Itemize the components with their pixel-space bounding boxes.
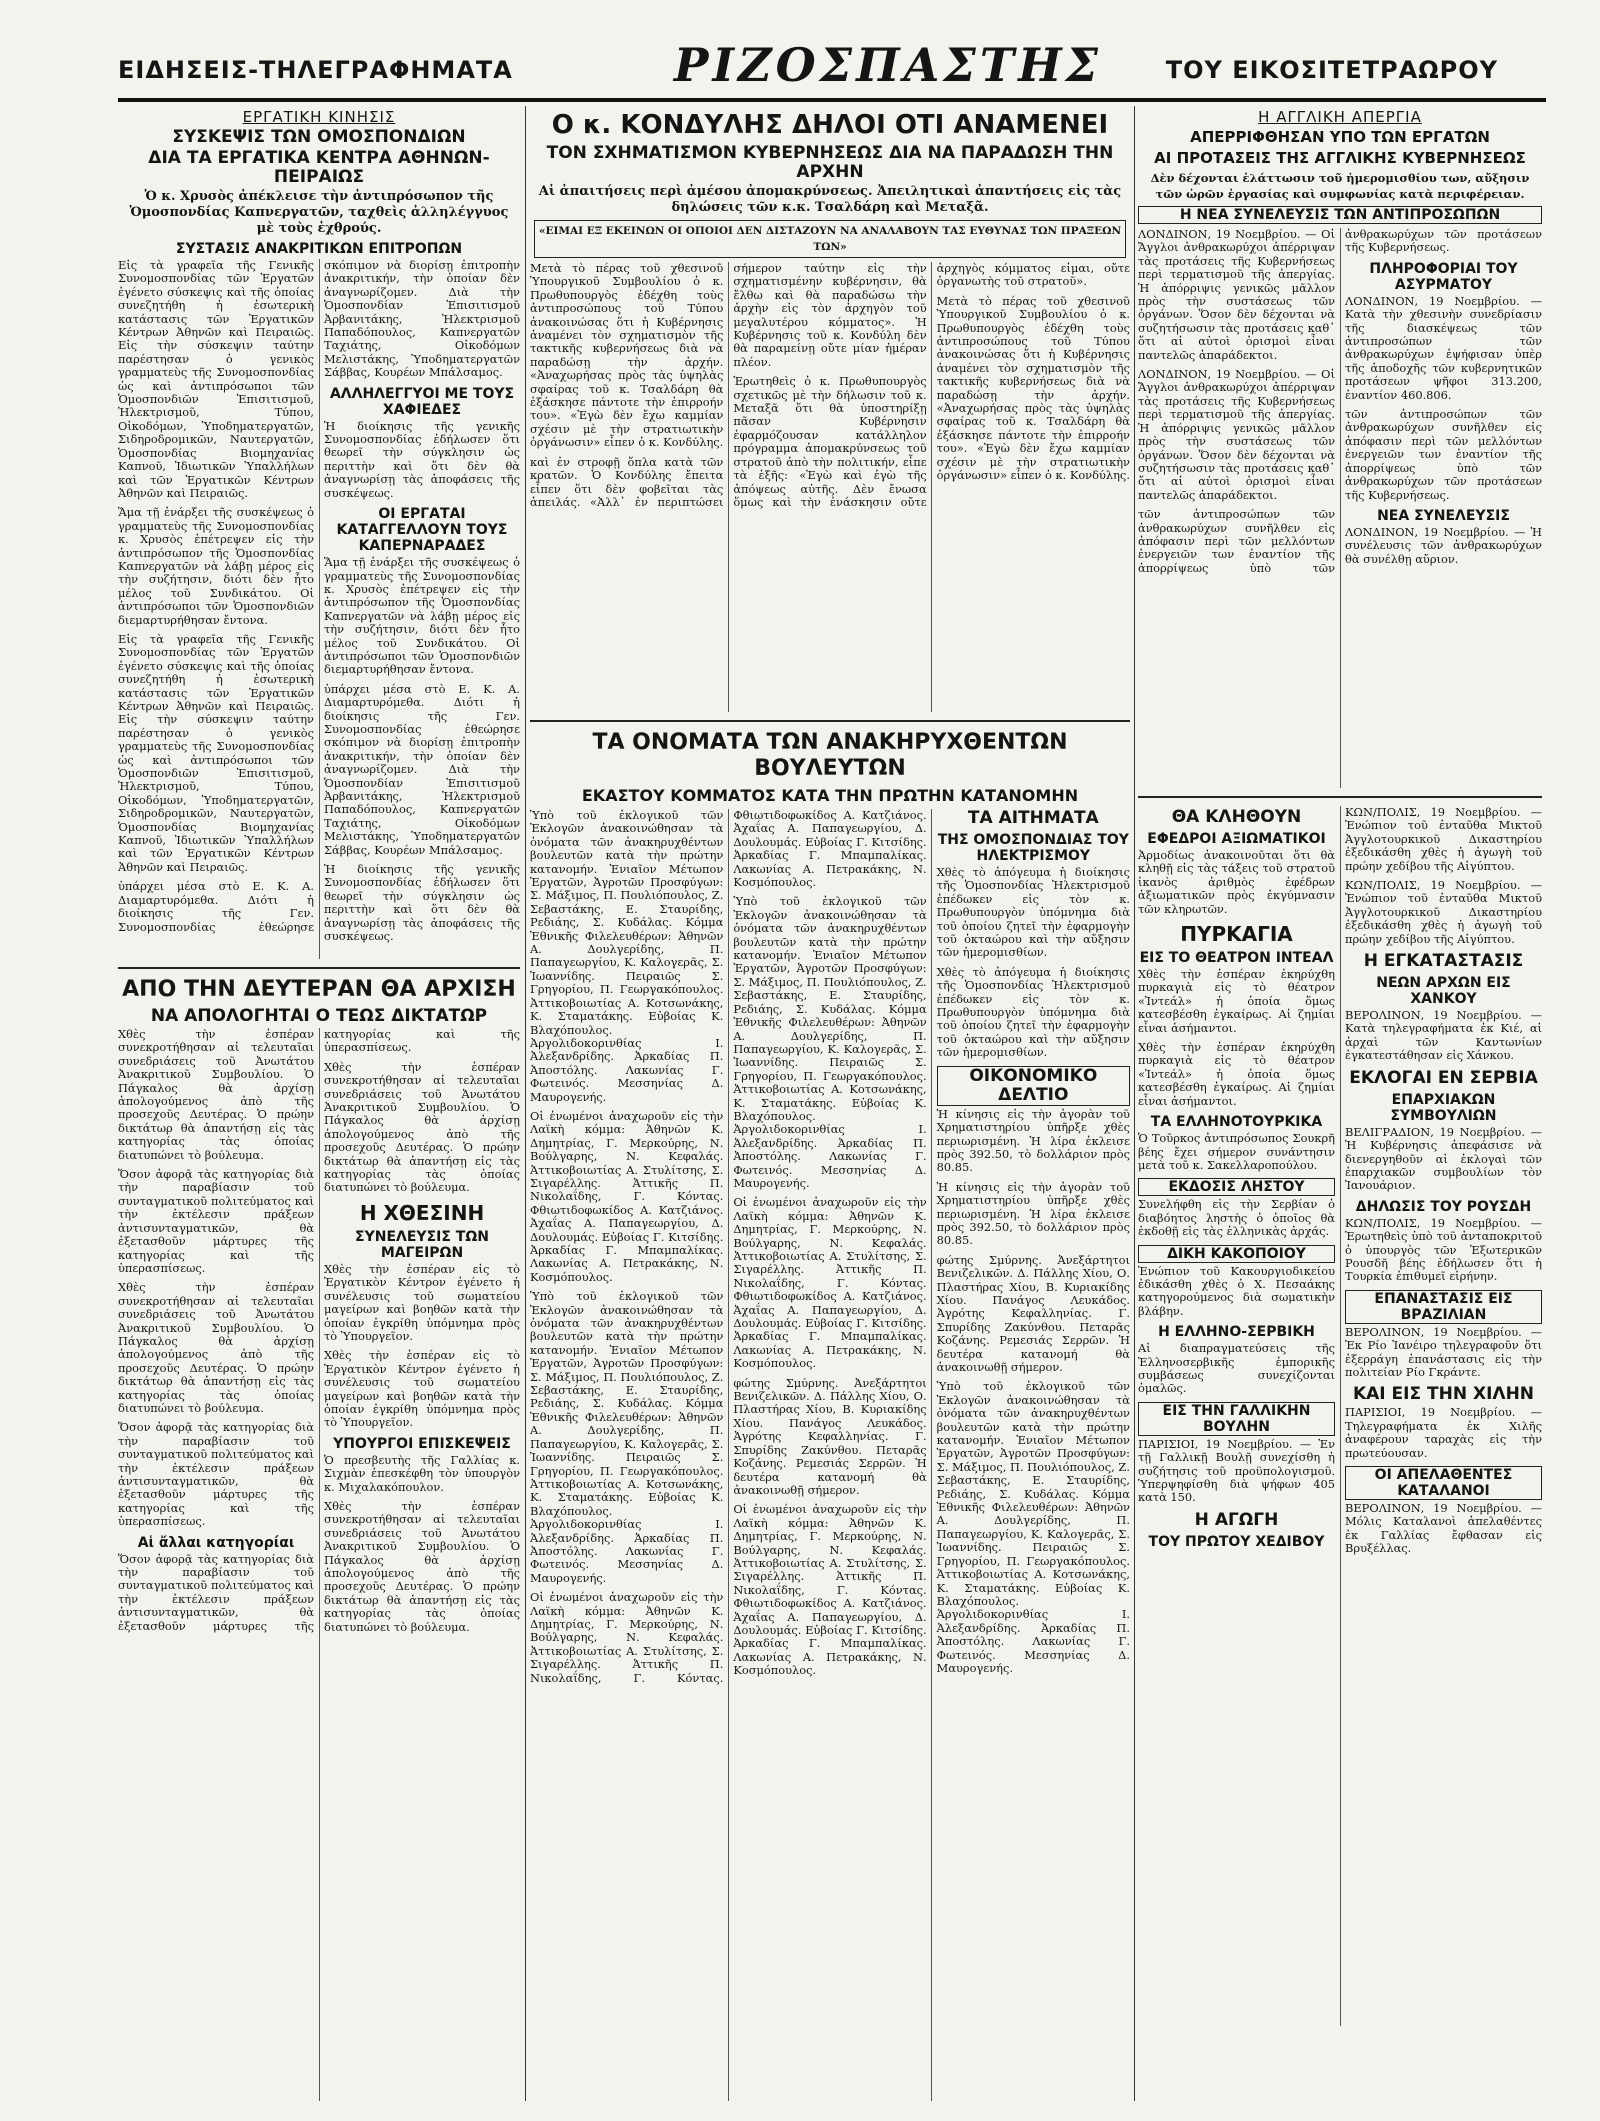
paragraph: Ἅμα τῇ ἐνάρξει τῆς συσκέψεως ὁ γραμματεὺς τῆς Συνομοσπονδίας κ. Χρυσὸς ἐπέτρεψεν εἰς τὴν ἀντιπρόσωπον τῆς Ὁμοσπονδίας Καπνεργατῶν νὰ λάβῃ μέρος εἰς τὴν συζήτησιν, διότι δὲν ἦτο μέλος τοῦ Συνδικάτου. Οἱ ἀντιπρόσωποι τῶν Ὁμοσπονδιῶν διεμαρτυρήθησαν ἔντονα. [118, 505, 314, 627]
newspaper-title: ΡΙΖΟΣΠΑΣΤΗΣ [673, 38, 1103, 92]
article-body [530, 262, 1130, 712]
headline: ΟΙΚΟΝΟΜΙΚΟ ΔΕΛΤΙΟ [937, 1066, 1130, 1106]
paragraph: Χθὲς τὴν ἑσπέραν συνεκροτήθησαν αἱ τελευταῖαι συνεδριάσεις τοῦ Ἀνωτάτου Ἀνακριτικοῦ Συμβουλίου. Ὁ Πάγκαλος θὰ ἀρχίσῃ ἀπολογούμενος ἀπὸ τῆς προσεχοῦς Δευτέρας. Ὁ πρώην δικτάτωρ θὰ ἀπαντήσῃ εἰς τὰς κατηγορίας τὰς ὁποίας διατυπώνει τὸ βούλευμα. [118, 1280, 314, 1415]
paragraph: ΒΕΡΟΛΙΝΟΝ, 19 Νοεμβρίου. — Κατὰ τηλεγραφήματα ἐκ Κιέ, αἱ ἀρχαὶ τῶν Καντωνίων ἐγκατεστάθησαν εἰς Χάνκου. [1345, 1008, 1542, 1063]
article-body [118, 1028, 520, 2101]
paragraph: Μετὰ τὸ πέρας τοῦ χθεσινοῦ Ὑπουργικοῦ Συμβουλίου ὁ κ. Πρωθυπουργὸς ἐδέχθη τοὺς ἀντιπροσώπους τοῦ Τύπου ἀνακοινώσας ὅτι ἡ Κυβέρνησις ἀναμένει τὸν σχηματισμὸν τῆς τακτικῆς κυβερνήσεως διὰ νὰ παραδώσῃ τὴν ἀρχήν. «Ἀναχωρήσας πρὸς τὰς ὑψηλὰς σφαίρας τοῦ κ. Τσαλδάρη θὰ ἐξάσκησε πάντοτε τὴν ἐπιρροήν του». «Ἐγὼ δὲν ἔχω καμμίαν σχέσιν μὲ τὴν στρατιωτικὴν ὀργάνωσιν» εἶπεν ὁ κ. Κονδύλης. [530, 262, 724, 450]
paragraph: Ἡ διοίκησις τῆς γενικῆς Συνομοσπονδίας ἐδήλωσεν ὅτι θεωρεῖ τὴν σύγκλησιν ὡς περιττὴν καὶ ὅτι δὲν θὰ ἀναγνωρίσῃ τὰς ἀποφάσεις τῆς συσκέψεως. [324, 418, 520, 500]
subheadline: ΔΙΚΗ ΚΑΚΟΠΟΙΟΥ [1138, 1245, 1335, 1263]
headline-sub: ΕΦΕΔΡΟΙ ΑΞΙΩΜΑΤΙΚΟΙ [1147, 831, 1326, 847]
article-body [1138, 228, 1542, 788]
subheadline: ΔΗΛΩΣΙΣ ΤΟΥ ΡΟΥΣΔΗ [1355, 1198, 1532, 1215]
lead-paragraph: Δὲν δέχονται ἐλάττωσιν τοῦ ἡμερομισθίου των, αὔξησιν τῶν ὡρῶν ἐργασίας καὶ συμφωνίας κατὰ περιφέρειαν. [1150, 171, 1530, 201]
headline: ΘΑ ΚΛΗΘΟΥΝ [1171, 807, 1302, 827]
subheadline: ΝΕΑ ΣΥΝΕΛΕΥΣΙΣ [1377, 507, 1510, 524]
headline-sub: ΝΕΩΝ ΑΡΧΩΝ ΕΙΣ ΧΑΝΚΟΥ [1376, 975, 1511, 1008]
paragraph: ΠΑΡΙΣΙΟΙ, 19 Νοεμβρίου. — Ἐν τῇ Γαλλικῇ Βουλῇ συνεχίσθη ἡ συζήτησις τοῦ προϋπολογισμοῦ. Ὑπερψηφίσθη διὰ ψήφων 405 κατὰ 150. [1138, 1436, 1335, 1505]
column-divider [1134, 106, 1135, 2101]
paragraph: Ἅμα τῇ ἐνάρξει τῆς συσκέψεως ὁ γραμματεὺς τῆς Συνομοσπονδίας κ. Χρυσὸς ἐπέτρεψεν εἰς τὴν ἀντιπρόσωπον τῆς Ὁμοσπονδίας Καπνεργατῶν νὰ λάβῃ μέρος εἰς τὴν συζήτησιν, διότι δὲν ἦτο μέλος τοῦ Συνδικάτου. Οἱ ἀντιπρόσωποι τῶν Ὁμοσπονδιῶν διεμαρτυρήθησαν ἔντονα. [324, 555, 520, 677]
headline: ΚΑΙ ΕΙΣ ΤΗΝ ΧΙΛΗΝ [1352, 1384, 1535, 1405]
headline: ΕΚΛΟΓΑΙ ΕΝ ΣΕΡΒΙΑ [1349, 1067, 1538, 1088]
paragraph: ΠΑΡΙΣΙΟΙ, 19 Νοεμβρίου. — Τηλεγραφήματα ἐκ Χιλῆς ἀναφέρουν ταραχὰς εἰς τὴν πρωτεύουσαν. [1345, 1405, 1542, 1460]
news-briefs [1138, 806, 1542, 2026]
headline: ΠΥΡΚΑΓΙΑ [1180, 922, 1293, 947]
subheadline: ΠΛΗΡΟΦΟΡΙΑΙ ΤΟΥ ΑΣΥΡΜΑΤΟΥ [1369, 260, 1518, 293]
paragraph: Ἀρμοδίως ἀνακοινοῦται ὅτι θὰ κληθῇ εἰς τὰς τάξεις τοῦ στρατοῦ ἱκανὸς ἀριθμὸς ἐφέδρων ἀξιωματικῶν πρὸς ἐκγύμνασιν τῶν κληρωτῶν. [1138, 848, 1335, 916]
paragraph: Οἱ ἐνωμένοι ἀναχωροῦν εἰς τὴν Λαϊκὴ κόμμα: Ἀθηνῶν Κ. Δημητρίας, Γ. Μερκούρης, Ν. Βούλγαρης, Ν. Κεφαλάς. Ἀττικοβοιωτίας Α. Στυλίτσης, Σ. Σιγαρέλλης. Ἀττικῆς Π. Νικολαΐδης, Γ. Κόντας. Φθιωτιδοφωκίδος Α. Κατζιάνος. Ἀχαΐας Α. Παπαγεωργίου, Δ. Δουλουμάς. Εὐβοίας Γ. Κιτσίδης. Ἀρκαδίας Γ. Μπαμπαλίκας. Λακωνίας Α. Πετρακάκης, Ν. Κοσμόπουλος. [530, 809, 927, 1685]
subheadline: ΟΙ ΕΡΓΑΤΑΙ ΚΑΤΑΓΓΕΛΛΟΥΝ ΤΟΥΣ ΚΑΠΕΡΝΑΡΑΔΕΣ [336, 506, 508, 555]
center-column [530, 106, 1130, 2101]
subheadline: ΣΥΣΤΑΣΙΣ ΑΝΑΚΡΙΤΙΚΩΝ ΕΠΙΤΡΟΠΩΝ [175, 241, 463, 257]
paragraph: ΛΟΝΔΙΝΟΝ, 19 Νοεμβρίου. — Οἱ Ἄγγλοι ἀνθρακωρύχοι ἀπέρριψαν τὰς προτάσεις τῆς Κυβερνήσεως περὶ τερματισμοῦ τῆς ἀπεργίας. Ἡ ἀπόρριψις γενικῶς μᾶλλον πρὸς τὴν συστάσεως τῶν ὀργάνων. Ὅσον δὲν δέχονται νὰ συζητήσωσιν τὰς προτάσεις καθ᾽ ὅτι αἱ αὐτοὶ ὁρισμοὶ εἶναι παντελῶς ἀπαράδεκτοι. [1138, 228, 1335, 362]
paragraph: Οἱ ἐνωμένοι ἀναχωροῦν εἰς τὴν Λαϊκὴ κόμμα: Ἀθηνῶν Κ. Δημητρίας, Γ. Μερκούρης, Ν. Βούλγαρης, Ν. Κεφαλάς. Ἀττικοβοιωτίας Α. Στυλίτσης, Σ. Σιγαρέλλης. Ἀττικῆς Π. Νικολαΐδης, Γ. Κόντας. Φθιωτιδοφωκίδος Α. Κατζιάνος. Ἀχαΐας Α. Παπαγεωργίου, Δ. Δουλουμάς. Εὐβοίας Γ. Κιτσίδης. Ἀρκαδίας Γ. Μπαμπαλίκας. Λακωνίας Α. Πετρακάκης, Ν. Κοσμόπουλος. [733, 1195, 927, 1371]
divider [530, 720, 1130, 722]
headline: Η ΕΓΚΑΤΑΣΤΑΣΙΣ [1363, 951, 1524, 972]
headline-sub: ΤΟΥ ΠΡΩΤΟΥ ΧΕΔΙΒΟΥ [1148, 1533, 1325, 1550]
paragraph: ΒΕΛΙΓΡΑΔΙΟΝ, 19 Νοεμβρίου. — Ἡ Κυβέρνησις ἀπεφάσισε νὰ διενεργηθοῦν αἱ ἐκλογαὶ τῶν ἐπαρχιακῶν συμβουλίων τὸν Ἰανουάριον. [1345, 1124, 1542, 1193]
paragraph: Χθὲς τὸ ἀπόγευμα ἡ διοίκησις τῆς Ὁμοσπονδίας Ἠλεκτρισμοῦ ἐπέδωκεν εἰς τὸν κ. Πρωθυπουργὸν ὑπόμνημα διὰ τοῦ ὁποίου ζητεῖ τὴν ἐφαρμογὴν τοῦ ὀκταώρου καὶ τὴν αὔξησιν τῶν ἡμερομισθίων. [936, 865, 1130, 960]
section-kicker: Η ΑΓΓΛΙΚΗ ΑΠΕΡΓΙΑ [1258, 108, 1422, 126]
headline: ΤΑ ΟΝΟΜΑΤΑ ΤΩΝ ΑΝΑΚΗΡΥΧΘΕΝΤΩΝ ΒΟΥΛΕΥΤΩΝ [592, 730, 1068, 781]
paragraph: Ὅσον ἀφορᾷ τὰς κατηγορίας διὰ τὴν παραβίασιν τοῦ συνταγματικοῦ πολιτεύματος καὶ τὴν ἐκτέλεσιν πράξεων ἀντισυνταγματικῶν, θὰ ἐξετασθοῦν μάρτυρες τῆς κατηγορίας καὶ τῆς ὑπερασπίσεως. [118, 1028, 520, 1633]
paragraph: Ὁ πρεσβευτὴς τῆς Γαλλίας κ. Σιχμὰν ἐπεσκέφθη τὸν ὑπουργὸν κ. Μιχαλακόπουλον. [324, 1452, 520, 1494]
paragraph: φώτης Σμύρνης. Ἀνεξάρτητοι Βενιζελικῶν. Δ. Πάλλης Χίου, Ο. Πλαστήρας Χίου, Β. Κυριακίδης Χίου. Πανάγος Λευκάδος. Ἀγρότης Κεφαλληνίας. Γ. Σπυρίδης Ζακύνθου. Πεταρᾶς Κοζάνης. Ρεμεσιάς Σερρῶν. Ἡ δευτέρα κατανομή θὰ ἀνακοινωθῇ σήμερον. [936, 1252, 1130, 1374]
paragraph: Ἡ διοίκησις τῆς γενικῆς Συνομοσπονδίας ἐδήλωσεν ὅτι θεωρεῖ τὴν σύγκλησιν ὡς περιττὴν καὶ ὅτι δὲν θὰ ἀναγνωρίσῃ τὰς ἀποφάσεις τῆς συσκέψεως. [324, 862, 520, 944]
headline-sub: ΑΙ ΠΡΟΤΑΣΕΙΣ ΤΗΣ ΑΓΓΛΙΚΗΣ ΚΥΒΕΡΝΗΣΕΩΣ [1154, 149, 1526, 167]
paragraph: φώτης Σμύρνης. Ἀνεξάρτητοι Βενιζελικῶν. Δ. Πάλλης Χίου, Ο. Πλαστήρας Χίου, Β. Κυριακίδης Χίου. Πανάγος Λευκάδος. Ἀγρότης Κεφαλληνίας. Γ. Σπυρίδης Ζακύνθου. Πεταρᾶς Κοζάνης. Ρεμεσιάς Σερρῶν. Ἡ δευτέρα κατανομή θὰ ἀνακοινωθῇ σήμερον. [733, 1375, 927, 1497]
headline: Η ΑΓΩΓΗ [1194, 1509, 1279, 1530]
headline: ΑΠΟ ΤΗΝ ΔΕΥΤΕΡΑΝ ΘΑ ΑΡΧΙΣΗ [122, 977, 516, 1002]
divider [1138, 796, 1542, 798]
paragraph: Χθὲς τὴν ἑσπέραν εἰς τὸ Ἐργατικὸν Κέντρον ἐγένετο ἡ συνέλευσις τοῦ σωματείου μαγείρων καὶ βοηθῶν κατὰ τὴν ὁποίαν ἐγκρίθη ὑπόμνημα πρὸς τὸ Ὑπουργεῖον. [324, 1261, 520, 1343]
paragraph: ΛΟΝΔΙΝΟΝ, 19 Νοεμβρίου. — Οἱ Ἄγγλοι ἀνθρακωρύχοι ἀπέρριψαν τὰς προτάσεις τῆς Κυβερνήσεως περὶ τερματισμοῦ τῆς ἀπεργίας. Ἡ ἀπόρριψις γενικῶς μᾶλλον πρὸς τὴν συστάσεως τῶν ὀργάνων. Ὅσον δὲν δέχονται νὰ συζητήσωσιν τὰς προτάσεις καθ᾽ ὅτι αἱ αὐτοὶ ὁρισμοὶ εἶναι παντελῶς ἀπαράδεκτοι. [1138, 367, 1335, 502]
paragraph: ΚΩΝ/ΠΟΛΙΣ, 19 Νοεμβρίου. — Ἐρωτηθεὶς ὑπὸ τοῦ ἀνταποκριτοῦ ὁ ὑπουργὸς τῶν Ἐξωτερικῶν Ρουσδῆ βέης ἐδήλωσεν ὅτι ἡ Τουρκία ἐπιθυμεῖ εἰρήνην. [1345, 1215, 1542, 1284]
paragraph: Χθὲς τὴν ἑσπέραν συνεκροτήθησαν αἱ τελευταῖαι συνεδριάσεις τοῦ Ἀνωτάτου Ἀνακριτικοῦ Συμβουλίου. Ὁ Πάγκαλος θὰ ἀρχίσῃ ἀπολογούμενος ἀπὸ τῆς προσεχοῦς Δευτέρας. Ὁ πρώην δικτάτωρ θὰ ἀπαντήσῃ εἰς τὰς κατηγορίας τὰς ὁποίας διατυπώνει τὸ βούλευμα. [324, 1059, 520, 1195]
paragraph: ΛΟΝΔΙΝΟΝ, 19 Νοεμβρίου. — Ἡ συνέλευσις τῶν ἀνθρακωρύχων θὰ συνέλθῃ αὔριον. [1345, 524, 1542, 566]
paragraph: Ὁ Τοῦρκος ἀντιπρόσωπος Σουκρῆ βέης ἔχει σήμερον συνάντησιν μετὰ τοῦ κ. Σακελλαροπούλου. [1138, 1131, 1335, 1172]
lead-headline-sub: ΤΟΝ ΣΧΗΜΑΤΙΣΜΟΝ ΚΥΒΕΡΝΗΣΕΩΣ ΔΙΑ ΝΑ ΠΑΡΑΔΩΣΗ ΤΗΝ ΑΡΧΗΝ [546, 143, 1114, 182]
paragraph: Ὅσον ἀφορᾷ τὰς κατηγορίας διὰ τὴν παραβίασιν τοῦ συνταγματικοῦ πολιτεύματος καὶ τὴν ἐκτέλεσιν πράξεων ἀντισυνταγματικῶν, θὰ ἐξετασθοῦν μάρτυρες τῆς κατηγορίας καὶ τῆς ὑπερασπίσεως. [118, 1167, 314, 1275]
lead-headline: Ο κ. ΚΟΝΔΥΛΗΣ ΔΗΛΟΙ ΟΤΙ ΑΝΑΜΕΝΕΙ [551, 110, 1109, 140]
paragraph: τῶν ἀντιπροσώπων τῶν ἀνθρακωρύχων συνῆλθεν εἰς ἀπόφασιν περὶ τῶν μελλόντων ἐνεργειῶν των ἐναντίον τῆς ἀπορρίψεως ὑπὸ τῶν ἀνθρακωρύχων τῶν προτάσεων τῆς Κυβερνήσεως. [1345, 407, 1542, 502]
subheadline: Η ΕΛΛΗΝΟ-ΣΕΡΒΙΚΗ [1158, 1324, 1315, 1341]
headline: ΑΠΕΡΡΙΦΘΗΣΑΝ ΥΠΟ ΤΩΝ ΕΡΓΑΤΩΝ [1190, 128, 1490, 146]
masthead-rule [118, 98, 1546, 102]
paragraph: Χθὲς τὴν ἑσπέραν συνεκροτήθησαν αἱ τελευταῖαι συνεδριάσεις τοῦ Ἀνωτάτου Ἀνακριτικοῦ Συμβουλίου. Ὁ Πάγκαλος θὰ ἀρχίσῃ ἀπολογούμενος ἀπὸ τῆς προσεχοῦς Δευτέρας. Ὁ πρώην δικτάτωρ θὰ ἀπαντήσῃ εἰς τὰς κατηγορίας τὰς ὁποίας διατυπώνει τὸ βούλευμα. [324, 1498, 520, 1634]
headline-sub: ΔΙΑ ΤΑ ΕΡΓΑΤΙΚΑ ΚΕΝΤΡΑ ΑΘΗΝΩΝ-ΠΕΙΡΑΙΩΣ [148, 148, 490, 187]
lead-paragraph: Ὁ κ. Χρυσὸς ἀπέκλεισε τὴν ἀντιπρόσωπον τῆς Ὁμοσπονδίας Καπνεργατῶν, ταχθεὶς ἀλληλέγγυος μὲ τοὺς ἐχθρούς. [129, 189, 509, 236]
paragraph: τῶν ἀντιπροσώπων τῶν ἀνθρακωρύχων συνῆλθεν εἰς ἀπόφασιν περὶ τῶν μελλόντων ἐνεργειῶν των ἐναντίον τῆς ἀπορρίψεως ὑπὸ τῶν ἀνθρακωρύχων τῶν προτάσεων τῆς Κυβερνήσεως. [1138, 228, 1542, 575]
paragraph: Χθὲς τὸ ἀπόγευμα ἡ διοίκησις τῆς Ὁμοσπονδίας Ἠλεκτρισμοῦ ἐπέδωκεν εἰς τὸν κ. Πρωθυπουργὸν ὑπόμνημα διὰ τοῦ ὁποίου ζητεῖ τὴν ἐφαρμογὴν τοῦ ὀκταώρου καὶ τὴν αὔξησιν τῶν ἡμερομισθίων. [936, 964, 1130, 1060]
paragraph: ὑπάρχει μέσα στὸ Ε. Κ. Α. Διαμαρτυρόμεθα. Διότι ἡ διοίκησις τῆς Γεν. Συνομοσπονδίας ἐθεώρησε σκόπιμον νὰ διορίσῃ ἐπιτροπὴν ἀνακριτικήν, τὴν ὁποίαν δὲν ἀναγνωρίζομεν. Διὰ τὴν Ὁμοσπονδίαν Ἐπισιτισμοῦ Ἀρβανιτάκης, Ἠλεκτρισμοῦ Παπαδόπουλος, Καπνεργατῶν Ταχιάτης, Οἰκοδόμων Μελιστάκης, Ὑποδηματεργατῶν Σάββας, Κουρέων Μπάλσαμος. [324, 681, 520, 857]
article-body [530, 809, 1130, 2101]
paragraph: Ἐνώπιον τοῦ Κακουργιοδικείου ἐδικάσθη χθὲς ὁ Χ. Πεσαάκης κατηγορούμενος διὰ σωματικὴν βλάβην. [1138, 1263, 1335, 1318]
subheadline: Η ΝΕΑ ΣΥΝΕΛΕΥΣΙΣ ΤΩΝ ΑΝΤΙΠΡΟΣΩΠΩΝ [1138, 206, 1542, 224]
paragraph: Συνελήφθη εἰς τὴν Σερβίαν ὁ διαβόητος ληστὴς ὁ ὁποῖος θὰ ἐκδοθῇ εἰς τὰς ἑλληνικὰς ἀρχάς. [1138, 1197, 1335, 1239]
subheadline: ΥΠΟΥΡΓΟΙ ΕΠΙΣΚΕΨΕΙΣ [333, 1435, 511, 1452]
lead-deck: Αἱ ἀπαιτήσεις περὶ ἀμέσου ἀπομακρύνσεως. Ἀπειλητικαὶ ἀπαντήσεις εἰς τὰς δηλώσεις τῶν κ.κ. Τσαλδάρη καὶ Μεταξᾶ. [538, 184, 1122, 215]
paragraph: ΒΕΡΟΛΙΝΟΝ, 19 Νοεμβρίου. — Μόλις Καταλανοὶ ἀπελαθέντες ἐκ Γαλλίας ἔφθασαν εἰς Βρυξέλλας. [1345, 1501, 1542, 1556]
headline-sub: ΝΑ ΑΠΟΛΟΓΗΤΑΙ Ο ΤΕΩΣ ΔΙΚΤΑΤΩΡ [150, 1006, 488, 1026]
headline-sub: ΤΗΣ ΟΜΟΣΠΟΝΔΙΑΣ ΤΟΥ ΗΛΕΚΤΡΙΣΜΟΥ [937, 832, 1129, 864]
subheadline: ΟΙ ΑΠΕΛΑΘΕΝΤΕΣ ΚΑΤΑΛΑΝΟΙ [1345, 1466, 1542, 1500]
section-label-left: ΕΙΔΗΣΕΙΣ-ΤΗΛΕΓΡΑΦΗΜΑΤΑ [118, 56, 513, 84]
divider [118, 967, 520, 969]
column-divider [525, 106, 526, 2101]
subheadline: ΑΛΛΗΛΕΓΓΥΟΙ ΜΕ ΤΟΥΣ ΧΑΦΙΕΔΕΣ [329, 385, 515, 418]
headline: ΤΑ ΑΙΤΗΜΑΤΑ [967, 809, 1099, 828]
paragraph: Οἱ ἐνωμένοι ἀναχωροῦν εἰς τὴν Λαϊκὴ κόμμα: Ἀθηνῶν Κ. Δημητρίας, Γ. Μερκούρης, Ν. Βούλγαρης, Ν. Κεφαλάς. Ἀττικοβοιωτίας Α. Στυλίτσης, Σ. Σιγαρέλλης. Ἀττικῆς Π. Νικολαΐδης, Γ. Κόντας. Φθιωτιδοφωκίδος Α. Κατζιάνος. Ἀχαΐας Α. Παπαγεωργίου, Δ. Δουλουμάς. Εὐβοίας Γ. Κιτσίδης. Ἀρκαδίας Γ. Μπαμπαλίκας. Λακωνίας Α. Πετρακάκης, Ν. Κοσμόπουλος. [733, 1502, 927, 1678]
paragraph: Εἰς τὰ γραφεῖα τῆς Γενικῆς Συνομοσπονδίας τῶν Ἐργατῶν ἐγένετο σύσκεψις καὶ τῆς ὁποίας συνεζητήθη ἡ ἐσωτερικὴ κατάστασις τῶν Ἐργατικῶν Κέντρων Ἀθηνῶν καὶ Πειραιῶς. Εἰς τὴν σύσκεψιν ταύτην παρέστησαν ὁ γενικὸς γραμματεὺς τῆς Συνομοσπονδίας ὡς καὶ ἀντιπρόσωποι τῶν Ὁμοσπονδιῶν Ἐπισιτισμοῦ, Ἠλεκτρισμοῦ, Τύπου, Οἰκοδόμων, Ὑποδηματεργατῶν, Σιδηροδρομικῶν, Ναυτεργατῶν, Ὁμοσπονδίας Βιομηχανίας Καπνοῦ, Ἰδιωτικῶν Ὑπαλλήλων καὶ τῶν Ἐργατικῶν Κέντρων Ἀθηνῶν καὶ Πειραιῶς. [118, 631, 314, 874]
paragraph: Χθὲς τὴν ἑσπέραν συνεκροτήθησαν αἱ τελευταῖαι συνεδριάσεις τοῦ Ἀνωτάτου Ἀνακριτικοῦ Συμβουλίου. Ὁ Πάγκαλος θὰ ἀρχίσῃ ἀπολογούμενος ἀπὸ τῆς προσεχοῦς Δευτέρας. Ὁ πρώην δικτάτωρ θὰ ἀπαντήσῃ εἰς τὰς κατηγορίας τὰς ὁποίας διατυπώνει τὸ βούλευμα. [118, 1028, 314, 1162]
paragraph: Ὑπὸ τοῦ ἐκλογικοῦ τῶν Ἐκλογῶν ἀνακοινώθησαν τὰ ὀνόματα τῶν ἀνακηρυχθέντων βουλευτῶν κατὰ τὴν πρώτην κατανομήν. Ἑνιαῖον Μέτωπον Ἐργατῶν, Ἀγροτῶν Προσφύγων: Σ. Μάξιμος, Π. Πουλιόπουλος, Ζ. Σεβαστάκης, Ε. Σταυρίδης, Ρεδιάης, Σ. Κυδάλας. Κόμμα Ἐθνικῆς Φιλελευθέρων: Ἀθηνῶν Α. Δουλγερίδης, Π. Παπαγεωργίου, Κ. Καλογερᾶς, Σ. Ἰωαννίδης. Πειραιῶς Σ. Γρηγορίου, Π. Γεωργακόπουλος. Ἀττικοβοιωτίας Α. Κοτσωνάκης, Κ. Σταματάκης. Εὐβοίας Κ. Βλαχόπουλος. Ἀργολιδοκορινθίας Ι. Ἀλεξανδρίδης. Ἀρκαδίας Π. Ἀποστόλης. Λακωνίας Γ. Φωτεινός. Μεσσηνίας Δ. Μαυρογενής. [530, 1289, 724, 1585]
paragraph: ΒΕΡΟΛΙΝΟΝ, 19 Νοεμβρίου. — Ἐκ Ρίο Ἰανέιρο τηλεγραφοῦν ὅτι ἐξερράγη ἐπανάστασις εἰς τὴν πολιτείαν Ρίο Γκράντε. [1345, 1324, 1542, 1379]
section-label-right: ΤΟΥ ΕΙΚΟΣΙΤΕΤΡΑΩΡΟΥ [1165, 56, 1498, 84]
paragraph: ΛΟΝΔΙΝΟΝ, 19 Νοεμβρίου. — Κατὰ τὴν χθεσινὴν συνεδρίασιν τῆς διασκέψεως τῶν ἀντιπροσώπων τῶν ἀνθρακωρύχων ἐψήφισαν ὑπὲρ τῆς ἀποδοχῆς τῶν κυβερνητικῶν προτάσεων ψῆφοι 313.200, ἐναντίον 460.806. [1345, 293, 1542, 402]
paragraph: καὶ ἐν στροφῇ ὅπλα κατὰ τῶν κρατῶν. Ὁ Κονδύλης ἔπειτα εἶπεν ὅτι δὲν φοβεῖται τὰς ἀπειλάς. «Ἀλλ᾽ ἐν περιπτώσει σήμερον ταύτην εἰς τὴν σχηματισμένην κυβέρνησιν, θὰ ἔλθω καὶ θὰ παραδώσω τὴν ἀρχὴν εἰς τὸν ἀρχηγὸν τοῦ μεγαλυτέρου κόμματος». Ἡ Κυβέρνησις τοῦ κ. Κονδύλη δὲν θὰ παραμείνῃ οὔτε μίαν ἡμέραν πλέον. [530, 262, 927, 509]
paragraph: Ὅσον ἀφορᾷ τὰς κατηγορίας διὰ τὴν παραβίασιν τοῦ συνταγματικοῦ πολιτεύματος καὶ τὴν ἐκτέλεσιν πράξεων ἀντισυνταγματικῶν, θὰ ἐξετασθοῦν μάρτυρες τῆς κατηγορίας καὶ τῆς ὑπερασπίσεως. [118, 1420, 314, 1529]
section-kicker: ΕΡΓΑΤΙΚΗ ΚΙΝΗΣΙΣ [242, 108, 396, 126]
paragraph: ΚΩΝ/ΠΟΛΙΣ, 19 Νοεμβρίου. — Ἐνώπιον τοῦ ἐνταῦθα Μικτοῦ Ἀγγλοτουρκικοῦ Δικαστηρίου ἐξεδικάσθη χθὲς ἡ ἀγωγὴ τοῦ πρώην χεδίβου τῆς Αἰγύπτου. [1345, 806, 1542, 873]
paragraph: Αἱ διαπραγματεύσεις τῆς Ἑλληνοσερβικῆς ἐμπορικῆς συμβάσεως συνεχίζονται ὁμαλῶς. [1138, 1341, 1335, 1396]
paragraph: Μετὰ τὸ πέρας τοῦ χθεσινοῦ Ὑπουργικοῦ Συμβουλίου ὁ κ. Πρωθυπουργὸς ἐδέχθη τοὺς ἀντιπροσώπους τοῦ Τύπου ἀνακοινώσας ὅτι ἡ Κυβέρνησις ἀναμένει τὸν σχηματισμὸν τῆς τακτικῆς κυβερνήσεως διὰ νὰ παραδώσῃ τὴν ἀρχήν. «Ἀναχωρήσας πρὸς τὰς ὑψηλὰς σφαίρας τοῦ κ. Τσαλδάρη θὰ ἐξάσκησε πάντοτε τὴν ἐπιρροήν του». «Ἐγὼ δὲν ἔχω καμμίαν σχέσιν μὲ τὴν στρατιωτικὴν ὀργάνωσιν» εἶπεν ὁ κ. Κονδύλης. [936, 293, 1130, 483]
headline: Η ΧΘΕΣΙΝΗ [359, 1200, 485, 1225]
left-column [118, 106, 520, 2101]
article-body [118, 259, 520, 959]
paragraph: Χθὲς τὴν ἑσπέραν ἐκηρύχθη πυρκαγιὰ εἰς τὸ θέατρον «Ἰντεάλ» ἡ ὁποία ὅμως κατεσβέσθη ἐγκαίρως. Αἱ ζημίαι εἶναι ἀσήμαντοι. [1138, 1040, 1335, 1108]
paragraph: Ὑπὸ τοῦ ἐκλογικοῦ τῶν Ἐκλογῶν ἀνακοινώθησαν τὰ ὀνόματα τῶν ἀνακηρυχθέντων βουλευτῶν κατὰ τὴν πρώτην κατανομήν. Ἑνιαῖον Μέτωπον Ἐργατῶν, Ἀγροτῶν Προσφύγων: Σ. Μάξιμος, Π. Πουλιόπουλος, Ζ. Σεβαστάκης, Ε. Σταυρίδης, Ρεδιάης, Σ. Κυδάλας. Κόμμα Ἐθνικῆς Φιλελευθέρων: Ἀθηνῶν Α. Δουλγερίδης, Π. Παπαγεωργίου, Κ. Καλογερᾶς, Σ. Ἰωαννίδης. Πειραιῶς Σ. Γρηγορίου, Π. Γεωργακόπουλος. Ἀττικοβοιωτίας Α. Κοτσωνάκης, Κ. Σταματάκης. Εὐβοίας Κ. Βλαχόπουλος. Ἀργολιδοκορινθίας Ι. Ἀλεξανδρίδης. Ἀρκαδίας Π. Ἀποστόλης. Λακωνίας Γ. Φωτεινός. Μεσσηνίας Δ. Μαυρογενής. [530, 809, 724, 1104]
paragraph: Χθὲς τὴν ἑσπέραν ἐκηρύχθη πυρκαγιὰ εἰς τὸ θέατρον «Ἰντεάλ» ἡ ὁποία ὅμως κατεσβέσθη ἐγκαίρως. Αἱ ζημίαι εἶναι ἀσήμαντοι. [1138, 967, 1335, 1035]
headline-sub: ΣΥΝΕΛΕΥΣΙΣ ΤΩΝ ΜΑΓΕΙΡΩΝ [355, 1228, 489, 1261]
subheadline: ΕΚΔΟΣΙΣ ΛΗΣΤΟΥ [1138, 1178, 1335, 1196]
headline-sub: ΕΚΑΣΤΟΥ ΚΟΜΜΑΤΟΣ ΚΑΤΑ ΤΗΝ ΠΡΩΤΗΝ ΚΑΤΑΝΟΜΗΝ [581, 786, 1079, 805]
right-column [1138, 106, 1542, 2101]
paragraph: Χθὲς τὴν ἑσπέραν εἰς τὸ Ἐργατικὸν Κέντρον ἐγένετο ἡ συνέλευσις τοῦ σωματείου μαγείρων καὶ βοηθῶν κατὰ τὴν ὁποίαν ἐγκρίθη ὑπόμνημα πρὸς τὸ Ὑπουργεῖον. [324, 1348, 520, 1430]
paragraph: ὑπάρχει μέσα στὸ Ε. Κ. Α. Διαμαρτυρόμεθα. Διότι ἡ διοίκησις τῆς Γεν. Συνομοσπονδίας ἐθεώρησε σκόπιμον νὰ διορίσῃ ἐπιτροπὴν ἀνακριτικήν, τὴν ὁποίαν δὲν ἀναγνωρίζομεν. Διὰ τὴν Ὁμοσπονδίαν Ἐπισιτισμοῦ Ἀρβανιτάκης, Ἠλεκτρισμοῦ Παπαδόπουλος, Καπνεργατῶν Ταχιάτης, Οἰκοδόμων Μελιστάκης, Ὑποδηματεργατῶν Σάββας, Κουρέων Μπάλσαμος. [118, 259, 520, 934]
paragraph: Εἰς τὰ γραφεῖα τῆς Γενικῆς Συνομοσπονδίας τῶν Ἐργατῶν ἐγένετο σύσκεψις καὶ τῆς ὁποίας συνεζητήθη ἡ ἐσωτερικὴ κατάστασις τῶν Ἐργατικῶν Κέντρων Ἀθηνῶν καὶ Πειραιῶς. Εἰς τὴν σύσκεψιν ταύτην παρέστησαν ὁ γενικὸς γραμματεὺς τῆς Συνομοσπονδίας ὡς καὶ ἀντιπρόσωποι τῶν Ὁμοσπονδιῶν Ἐπισιτισμοῦ, Ἠλεκτρισμοῦ, Τύπου, Οἰκοδόμων, Ὑποδηματεργατῶν, Σιδηροδρομικῶν, Ναυτεργατῶν, Ὁμοσπονδίας Βιομηχανίας Καπνοῦ, Ἰδιωτικῶν Ὑπαλλήλων καὶ τῶν Ἐργατικῶν Κέντρων Ἀθηνῶν καὶ Πειραιῶς. [118, 259, 314, 500]
paragraph: Οἱ ἐνωμένοι ἀναχωροῦν εἰς τὴν Λαϊκὴ κόμμα: Ἀθηνῶν Κ. Δημητρίας, Γ. Μερκούρης, Ν. Βούλγαρης, Ν. Κεφαλάς. Ἀττικοβοιωτίας Α. Στυλίτσης, Σ. Σιγαρέλλης. Ἀττικῆς Π. Νικολαΐδης, Γ. Κόντας. Φθιωτιδοφωκίδος Α. Κατζιάνος. Ἀχαΐας Α. Παπαγεωργίου, Δ. Δουλουμάς. Εὐβοίας Γ. Κιτσίδης. Ἀρκαδίας Γ. Μπαμπαλίκας. Λακωνίας Α. Πετρακάκης, Ν. Κοσμόπουλος. [530, 1108, 724, 1284]
paragraph: ΚΩΝ/ΠΟΛΙΣ, 19 Νοεμβρίου. — Ἐνώπιον τοῦ ἐνταῦθα Μικτοῦ Ἀγγλοτουρκικοῦ Δικαστηρίου ἐξεδικάσθη χθὲς ἡ ἀγωγὴ τοῦ πρώην χεδίβου τῆς Αἰγύπτου. [1345, 878, 1542, 946]
paragraph: Ἡ κίνησις εἰς τὴν ἀγορὰν τοῦ Χρηματιστηρίου ὑπῆρξε χθὲς περιωρισμένη. Ἡ λίρα ἐκλεισε πρὸς 392.50, τὸ δολλάριον πρὸς 80.85. [936, 1179, 1130, 1248]
paragraph: Ὑπὸ τοῦ ἐκλογικοῦ τῶν Ἐκλογῶν ἀνακοινώθησαν τὰ ὀνόματα τῶν ἀνακηρυχθέντων βουλευτῶν κατὰ τὴν πρώτην κατανομήν. Ἑνιαῖον Μέτωπον Ἐργατῶν, Ἀγροτῶν Προσφύγων: Σ. Μάξιμος, Π. Πουλιόπουλος, Ζ. Σεβαστάκης, Ε. Σταυρίδης, Ρεδιάης, Σ. Κυδάλας. Κόμμα Ἐθνικῆς Φιλελευθέρων: Ἀθηνῶν Α. Δουλγερίδης, Π. Παπαγεωργίου, Κ. Καλογερᾶς, Σ. Ἰωαννίδης. Πειραιῶς Σ. Γρηγορίου, Π. Γεωργακόπουλος. Ἀττικοβοιωτίας Α. Κοτσωνάκης, Κ. Σταματάκης. Εὐβοίας Κ. Βλαχόπουλος. Ἀργολιδοκορινθίας Ι. Ἀλεξανδρίδης. Ἀρκαδίας Π. Ἀποστόλης. Λακωνίας Γ. Φωτεινός. Μεσσηνίας Δ. Μαυρογενής. [936, 1379, 1130, 1675]
subheadline: ΤΑ ΕΛΛΗΝΟΤΟΥΡΚΙΚΑ [1150, 1114, 1323, 1131]
headline-sub: ΕΙΣ ΤΟ ΘΕΑΤΡΟΝ ΙΝΤΕΑΛ [1139, 950, 1334, 967]
paragraph: Ὑπὸ τοῦ ἐκλογικοῦ τῶν Ἐκλογῶν ἀνακοινώθησαν τὰ ὀνόματα τῶν ἀνακηρυχθέντων βουλευτῶν κατὰ τὴν πρώτην κατανομήν. Ἑνιαῖον Μέτωπον Ἐργατῶν, Ἀγροτῶν Προσφύγων: Σ. Μάξιμος, Π. Πουλιόπουλος, Ζ. Σεβαστάκης, Ε. Σταυρίδης, Ρεδιάης, Σ. Κυδάλας. Κόμμα Ἐθνικῆς Φιλελευθέρων: Ἀθηνῶν Α. Δουλγερίδης, Π. Παπαγεωργίου, Κ. Καλογερᾶς, Σ. Ἰωαννίδης. Πειραιῶς Σ. Γρηγορίου, Π. Γεωργακόπουλος. Ἀττικοβοιωτίας Α. Κοτσωνάκης, Κ. Σταματάκης. Εὐβοίας Κ. Βλαχόπουλος. Ἀργολιδοκορινθίας Ι. Ἀλεξανδρίδης. Ἀρκαδίας Π. Ἀποστόλης. Λακωνίας Γ. Φωτεινός. Μεσσηνίας Δ. Μαυρογενής. [733, 894, 927, 1190]
paragraph: Ἐρωτηθεὶς ὁ κ. Πρωθυπουργὸς σχετικῶς μὲ τὴν δήλωσιν τοῦ κ. Μεταξᾶ ὅτι θὰ ὑποστηρίξῃ πᾶσαν Κυβέρνησιν ἐφαρμόζουσαν κατάλληλον πρόγραμμα ἀπομακρύνσεως τοῦ στρατοῦ ἀπὸ τὴν πολιτικήν, εἶπε τὰ ἑξῆς: «Ἐγὼ καὶ ἐγὼ τῆς ἀπόψεως αὐτῆς. Δὲν ἔνωσα ὅμως καὶ τὴν ἐνάσκησιν οὔτε ἀρχηγὸς κόμματος εἶμαι, οὔτε ὀργανωτὴς τοῦ στρατοῦ». [733, 262, 1130, 509]
headline: ΣΥΣΚΕΨΙΣ ΤΩΝ ΟΜΟΣΠΟΝΔΙΩΝ [172, 127, 466, 147]
paragraph: Ἡ κίνησις εἰς τὴν ἀγορὰν τοῦ Χρηματιστηρίου ὑπῆρξε χθὲς περιωρισμένη. Ἡ λίρα ἐκλεισε πρὸς 392.50, τὸ δολλάριον πρὸς 80.85. [936, 1106, 1130, 1175]
subheadline: Αἱ ἄλλαι κατηγορίαι [137, 1534, 295, 1551]
subheadline: ΕΙΣ ΤΗΝ ΓΑΛΛΙΚΗΝ ΒΟΥΛΗΝ [1138, 1402, 1335, 1436]
masthead [118, 38, 1538, 108]
headline-sub: ΕΠΑΡΧΙΑΚΩΝ ΣΥΜΒΟΥΛΙΩΝ [1390, 1091, 1497, 1124]
subheadline: ΕΠΑΝΑΣΤΑΣΙΣ ΕΙΣ ΒΡΑΖΙΛΙΑΝ [1345, 1290, 1542, 1324]
quote-banner: «ΕΙΜΑΙ ΕΞ ΕΚΕΙΝΩΝ ΟΙ ΟΠΟΙΟΙ ΔΕΝ ΔΙΣΤΑΖΟΥΝ ΝΑ ΑΝΑΛΑΒΟΥΝ ΤΑΣ ΕΥΘΥΝΑΣ ΤΩΝ ΠΡΑΞΕΩΝ ΤΩΝ» [534, 220, 1126, 258]
